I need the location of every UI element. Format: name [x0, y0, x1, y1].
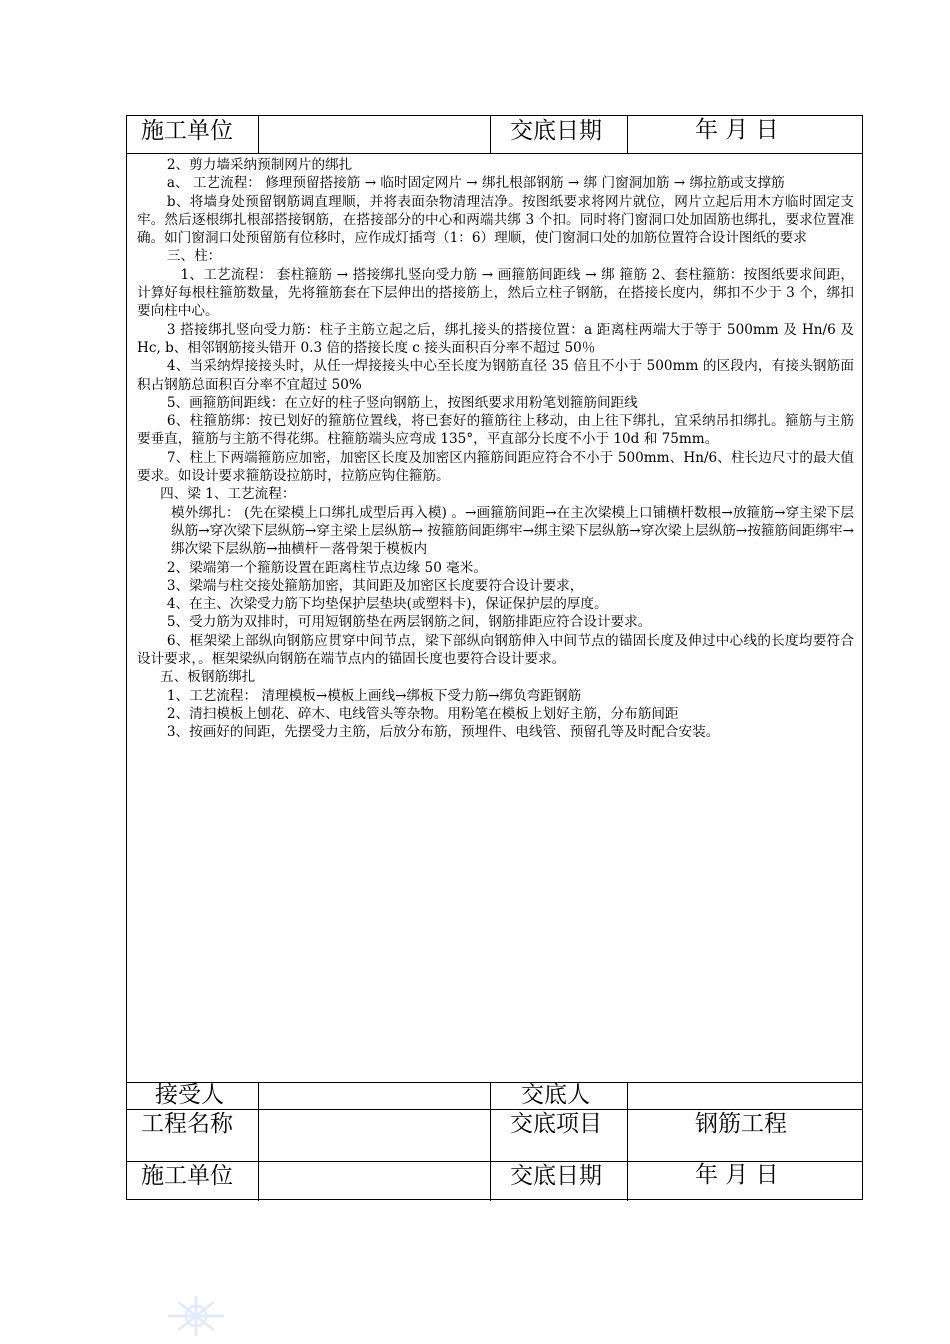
- divider: [490, 1082, 491, 1201]
- content-paragraph: 6、框架梁上部纵向钢筋应贯穿中间节点，梁下部纵向钢筋伸入中间节点的锚固长度及伸过中心线的长度均要符合设计要求，。框架梁纵向钢筋在端节点内的锚固长度也要符合设计要求。: [137, 632, 854, 668]
- receiver-label: 接受人: [155, 1082, 224, 1108]
- content-paragraph: b、将墙身处预留钢筋调直理顺，并将表面杂物清理洁净。按图纸要求将网片就位，网片立起后用木方临时固定支牢。然后逐根绑扎根部搭接钢筋，在搭接部分的中心和两端共绑 3 个扣。同时将门窗洞口处加固筋也绑扎，要求位置准确。如门窗洞口处预留筋有位移时，应作成灯插弯（1：6）理顺，使门窗洞口处的加筋位置符合设计图纸的要求: [137, 193, 854, 247]
- disclosure-content: [137, 156, 854, 742]
- item-label: 交底项目: [510, 1111, 602, 1137]
- watermark-snowflake-icon: [148, 1296, 244, 1336]
- content-paragraph: 五、板钢筋绑扎: [160, 669, 256, 686]
- header-date-value: 年 月 日: [695, 117, 779, 143]
- divider: [490, 116, 491, 153]
- content-paragraph: 5、画箍筋间距线：在立好的柱子竖向钢筋上，按图纸要求用粉笔划箍筋间距线: [166, 394, 638, 411]
- footer-unit-label: 施工单位: [141, 1163, 233, 1189]
- content-paragraph: 4、当采纳焊接接头时，从任一焊接接头中心至长度为钢筋直径 35 倍且不小于 500mm 的区段内，有接头钢筋面积占钢筋总面积百分率不宜超过 50%: [137, 358, 854, 393]
- item-value: 钢筋工程: [695, 1111, 787, 1137]
- project-name-label: 工程名称: [141, 1111, 233, 1137]
- divider: [258, 1082, 259, 1201]
- disclosure-form: [126, 115, 863, 1200]
- content-paragraph: 1、工艺流程： 清理模板→模板上画线→绑板下受力筋→绑负弯距钢筋: [166, 687, 582, 704]
- divider: [127, 1082, 862, 1083]
- content-paragraph: 3、梁端与柱交接处箍筋加密，其间距及加密区长度要符合设计要求，: [166, 577, 584, 594]
- divider: [258, 116, 259, 153]
- content-paragraph: 6、柱箍筋绑：按已划好的箍筋位置线，将已套好的箍筋往上移动，由上往下绑扎，宜采纳吊扣绑扎。箍筋与主筋要垂直，箍筋与主筋不得花绑。柱箍筋端头应弯成 135°，平直部分长度不小于 10d 和 75mm。: [137, 413, 854, 448]
- divider: [127, 1109, 862, 1110]
- content-paragraph: 2、清扫模板上刨花、碎木、电线管头等杂物。用粉笔在模板上划好主筋，分布筋间距: [166, 705, 679, 722]
- content-paragraph: 3 搭接绑扎竖向受力筋：柱子主筋立起之后，绑扎接头的搭接位置：a 距离柱两端大于等于 500mm 及 Hn/6 及 Hc, b、相邻钢筋接头错开 0.3 倍的搭接长度 c 接头面积百分率不超过 50％: [137, 321, 854, 356]
- footer-date-value: 年 月 日: [695, 1162, 779, 1188]
- content-paragraph: 1、工艺流程： 套柱箍筋 → 搭接绑扎竖向受力筋 → 画箍筋间距线 → 绑 箍筋 2、套柱箍筋：按图纸要求间距，计算好每根柱箍筋数量，先将箍筋套在下层伸出的搭接筋上，然后立柱子钢筋，在搭接长度内，绑扣不少于 3 个，绑扣要向柱中心。: [137, 266, 854, 320]
- footer-date-label: 交底日期: [510, 1163, 602, 1189]
- content-paragraph: 5、受力筋为双排时，可用短钢筋垫在两层钢筋之间，钢筋排距应符合设计要求。: [166, 614, 652, 631]
- divider: [127, 153, 862, 154]
- content-paragraph: 4、在主、次梁受力筋下均垫保护层垫块(或塑料卡)，保证保护层的厚度。: [166, 596, 608, 613]
- header-date-label: 交底日期: [510, 118, 602, 144]
- divider: [627, 116, 628, 153]
- content-paragraph: 3、按画好的间距，先摆受力主筋，后放分布筋，预埋件、电线管、预留孔等及时配合安装。: [166, 724, 720, 741]
- content-paragraph: 三、柱：: [166, 248, 222, 265]
- content-paragraph: 7、柱上下两端箍筋应加密，加密区长度及加密区内箍筋间距应符合不小于 500mm、Hn/6、柱长边尺寸的最大值要求。如设计要求箍筋设拉筋时，拉筋应钩住箍筋。: [137, 449, 854, 485]
- content-paragraph: 模外绑扎： (先在梁模上口绑扎成型后再入模) 。→画箍筋间距→在主次梁模上口铺横杆数根→放箍筋→穿主梁下层纵筋→穿次梁下层纵筋→穿主梁上层纵筋→ 按箍筋间距绑牢→绑主梁下层纵筋→穿次梁上层纵筋→按箍筋间距绑牢→绑次梁下层纵筋→抽横杆－落骨架于模板内: [171, 504, 854, 558]
- content-paragraph: 2、剪力墙采纳预制网片的绑扎: [166, 157, 353, 173]
- content-paragraph: a、 工艺流程： 修理预留搭接筋 → 临时固定网片 → 绑扎根部钢筋 → 绑 门窗洞加筋 → 绑拉筋或支撑筋: [166, 175, 785, 192]
- header-unit-label: 施工单位: [141, 118, 233, 144]
- content-paragraph: 2、梁端第一个箍筋设置在距离柱节点边缘 50 毫米。: [166, 559, 487, 576]
- content-paragraph: 四、梁 1、工艺流程：: [160, 486, 296, 503]
- discloser-label: 交底人: [521, 1082, 590, 1108]
- divider: [627, 1082, 628, 1201]
